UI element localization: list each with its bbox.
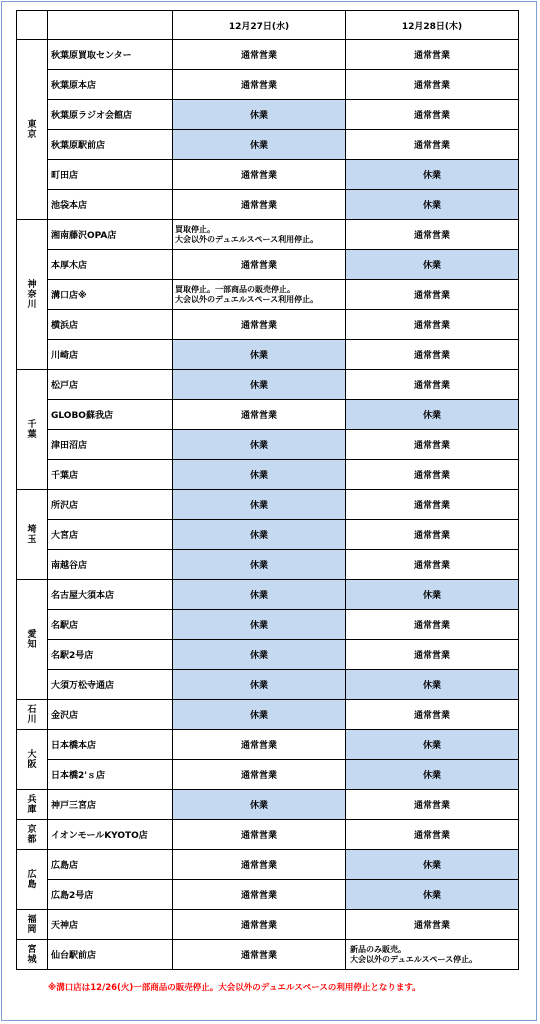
- status-cell-day2: 通常営業: [346, 70, 519, 100]
- store-name: 日本橋2'ｓ店: [48, 760, 173, 790]
- status-cell-day1: 通常営業: [173, 940, 346, 970]
- store-name: GLOBO蘇我店: [48, 400, 173, 430]
- status-cell-day1: 通常営業: [173, 760, 346, 790]
- prefecture-cell: [17, 490, 48, 580]
- status-cell-day1: 買取停止。 大会以外のデュエルスペース利用停止。: [173, 220, 346, 250]
- table-row: [17, 670, 519, 700]
- status-cell-day2: 通常営業: [346, 370, 519, 400]
- store-name: 神戸三宮店: [48, 790, 173, 820]
- status-cell-day2: 通常営業: [346, 520, 519, 550]
- prefecture-cell: [17, 220, 48, 370]
- store-name: 本厚木店: [48, 250, 173, 280]
- status-cell-day2: 休業: [346, 880, 519, 910]
- status-cell-day1: 休業: [173, 430, 346, 460]
- status-cell-day1: 休業: [173, 370, 346, 400]
- status-cell-day2: 新品のみ販売。 大会以外のデュエルスペース停止。: [346, 940, 519, 970]
- status-cell-day1: 休業: [173, 790, 346, 820]
- status-cell-day1: 通常営業: [173, 190, 346, 220]
- status-cell-day2: 通常営業: [346, 310, 519, 340]
- table-row: [17, 520, 519, 550]
- store-name: 横浜店: [48, 310, 173, 340]
- status-cell-day2: 通常営業: [346, 610, 519, 640]
- status-cell-day2: 通常営業: [346, 130, 519, 160]
- status-cell-day1: 通常営業: [173, 310, 346, 340]
- prefecture-label: 福岡: [27, 914, 37, 935]
- status-cell-day1: 休業: [173, 130, 346, 160]
- status-cell-day2: 休業: [346, 190, 519, 220]
- prefecture-cell: [17, 700, 48, 730]
- store-name: イオンモールKYOTO店: [48, 820, 173, 850]
- table-row: [17, 940, 519, 970]
- store-name: 名駅2号店: [48, 640, 173, 670]
- table-row: [17, 100, 519, 130]
- status-cell-day1: 休業: [173, 610, 346, 640]
- store-name: 南越谷店: [48, 550, 173, 580]
- prefecture-label: 神奈川: [27, 279, 37, 310]
- prefecture-label: 京都: [27, 824, 37, 845]
- prefecture-label: 大阪: [27, 749, 37, 770]
- status-cell-day2: 通常営業: [346, 910, 519, 940]
- table-row: [17, 220, 519, 250]
- table-row: [17, 490, 519, 520]
- status-cell-day1: 休業: [173, 550, 346, 580]
- table-row: [17, 280, 519, 310]
- store-name: 川崎店: [48, 340, 173, 370]
- table-row: [17, 790, 519, 820]
- store-name: 秋葉原駅前店: [48, 130, 173, 160]
- table-row: [17, 40, 519, 70]
- status-cell-day2: 通常営業: [346, 280, 519, 310]
- status-cell-day1: 休業: [173, 580, 346, 610]
- prefecture-cell: [17, 580, 48, 700]
- table-row: [17, 580, 519, 610]
- status-cell-day2: 休業: [346, 730, 519, 760]
- status-cell-day1: 休業: [173, 490, 346, 520]
- status-cell-day1: 休業: [173, 460, 346, 490]
- store-name: 天神店: [48, 910, 173, 940]
- store-name: 秋葉原ラジオ会館店: [48, 100, 173, 130]
- store-name: 津田沼店: [48, 430, 173, 460]
- table-row: [17, 190, 519, 220]
- status-cell-day1: 通常営業: [173, 730, 346, 760]
- status-cell-day2: 通常営業: [346, 640, 519, 670]
- header-date-2: 12月28日(木): [346, 11, 519, 40]
- store-name: 所沢店: [48, 490, 173, 520]
- status-cell-day2: 通常営業: [346, 460, 519, 490]
- status-cell-day1: 休業: [173, 670, 346, 700]
- table-row: [17, 550, 519, 580]
- status-cell-day1: 通常営業: [173, 880, 346, 910]
- status-cell-day1: 休業: [173, 700, 346, 730]
- business-schedule-table: [16, 10, 519, 970]
- header-blank-pref: [17, 11, 48, 40]
- header-date-1: 12月27日(水): [173, 11, 346, 40]
- table-row: [17, 340, 519, 370]
- prefecture-cell: [17, 370, 48, 490]
- store-name: 秋葉原本店: [48, 70, 173, 100]
- status-cell-day1: 買取停止。一部商品の販売停止。 大会以外のデュエルスペース利用停止。: [173, 280, 346, 310]
- table-row: [17, 730, 519, 760]
- status-cell-day2: 休業: [346, 400, 519, 430]
- table-row: [17, 820, 519, 850]
- store-name: 仙台駅前店: [48, 940, 173, 970]
- prefecture-cell: [17, 910, 48, 940]
- status-cell-day2: 通常営業: [346, 490, 519, 520]
- store-name: 広島2号店: [48, 880, 173, 910]
- status-cell-day1: 通常営業: [173, 160, 346, 190]
- status-cell-day2: 通常営業: [346, 100, 519, 130]
- header-row: [17, 11, 519, 40]
- status-cell-day1: 休業: [173, 520, 346, 550]
- status-cell-day2: 通常営業: [346, 700, 519, 730]
- status-cell-day1: 通常営業: [173, 40, 346, 70]
- table-row: [17, 430, 519, 460]
- status-cell-day2: 通常営業: [346, 40, 519, 70]
- status-cell-day1: 通常営業: [173, 820, 346, 850]
- prefecture-cell: [17, 940, 48, 970]
- store-name: 名古屋大須本店: [48, 580, 173, 610]
- status-cell-day2: 通常営業: [346, 340, 519, 370]
- prefecture-label: 兵庫: [27, 794, 37, 815]
- prefecture-cell: [17, 730, 48, 790]
- status-cell-day2: 通常営業: [346, 220, 519, 250]
- store-name: 金沢店: [48, 700, 173, 730]
- status-cell-day2: 休業: [346, 580, 519, 610]
- status-cell-day2: 通常営業: [346, 790, 519, 820]
- status-cell-day1: 通常営業: [173, 250, 346, 280]
- table-row: [17, 910, 519, 940]
- status-cell-day2: 休業: [346, 760, 519, 790]
- prefecture-cell: [17, 850, 48, 910]
- status-cell-day1: 通常営業: [173, 70, 346, 100]
- prefecture-cell: [17, 820, 48, 850]
- prefecture-label: 愛知: [27, 629, 37, 650]
- table-row: [17, 370, 519, 400]
- table-row: [17, 250, 519, 280]
- store-name: 千葉店: [48, 460, 173, 490]
- prefecture-label: 広島: [27, 869, 37, 890]
- prefecture-cell: [17, 40, 48, 220]
- store-name: 大宮店: [48, 520, 173, 550]
- table-row: [17, 880, 519, 910]
- prefecture-label: 埼玉: [27, 524, 37, 545]
- store-name: 大須万松寺通店: [48, 670, 173, 700]
- status-cell-day1: 休業: [173, 100, 346, 130]
- status-cell-day1: 休業: [173, 640, 346, 670]
- status-cell-day1: 通常営業: [173, 910, 346, 940]
- store-name: 名駅店: [48, 610, 173, 640]
- status-cell-day2: 休業: [346, 670, 519, 700]
- table-row: [17, 700, 519, 730]
- store-name: 町田店: [48, 160, 173, 190]
- header-blank-store: [48, 11, 173, 40]
- status-cell-day1: 通常営業: [173, 400, 346, 430]
- status-cell-day2: 休業: [346, 250, 519, 280]
- footnote: ※溝口店は12/26(火)一部商品の販売停止。大会以外のデュエルスペースの利用停止となります。: [48, 983, 421, 993]
- store-name: 湘南藤沢OPA店: [48, 220, 173, 250]
- status-cell-day2: 通常営業: [346, 550, 519, 580]
- table-row: [17, 160, 519, 190]
- store-name: 広島店: [48, 850, 173, 880]
- table-row: [17, 760, 519, 790]
- table-row: [17, 610, 519, 640]
- store-name: 溝口店※: [48, 280, 173, 310]
- prefecture-label: 宮城: [27, 944, 37, 965]
- store-name: 秋葉原買取センター: [48, 40, 173, 70]
- table-row: [17, 70, 519, 100]
- prefecture-label: 東京: [27, 119, 37, 140]
- prefecture-label: 石川: [27, 704, 37, 725]
- status-cell-day2: 通常営業: [346, 430, 519, 460]
- status-cell-day1: 通常営業: [173, 850, 346, 880]
- table-row: [17, 130, 519, 160]
- status-cell-day1: 休業: [173, 340, 346, 370]
- table-row: [17, 460, 519, 490]
- table-row: [17, 400, 519, 430]
- table-row: [17, 850, 519, 880]
- store-name: 池袋本店: [48, 190, 173, 220]
- table-row: [17, 310, 519, 340]
- store-name: 日本橋本店: [48, 730, 173, 760]
- prefecture-label: 千葉: [27, 419, 37, 440]
- store-name: 松戸店: [48, 370, 173, 400]
- table-row: [17, 640, 519, 670]
- status-cell-day2: 休業: [346, 850, 519, 880]
- status-cell-day2: 休業: [346, 160, 519, 190]
- prefecture-cell: [17, 790, 48, 820]
- status-cell-day2: 通常営業: [346, 820, 519, 850]
